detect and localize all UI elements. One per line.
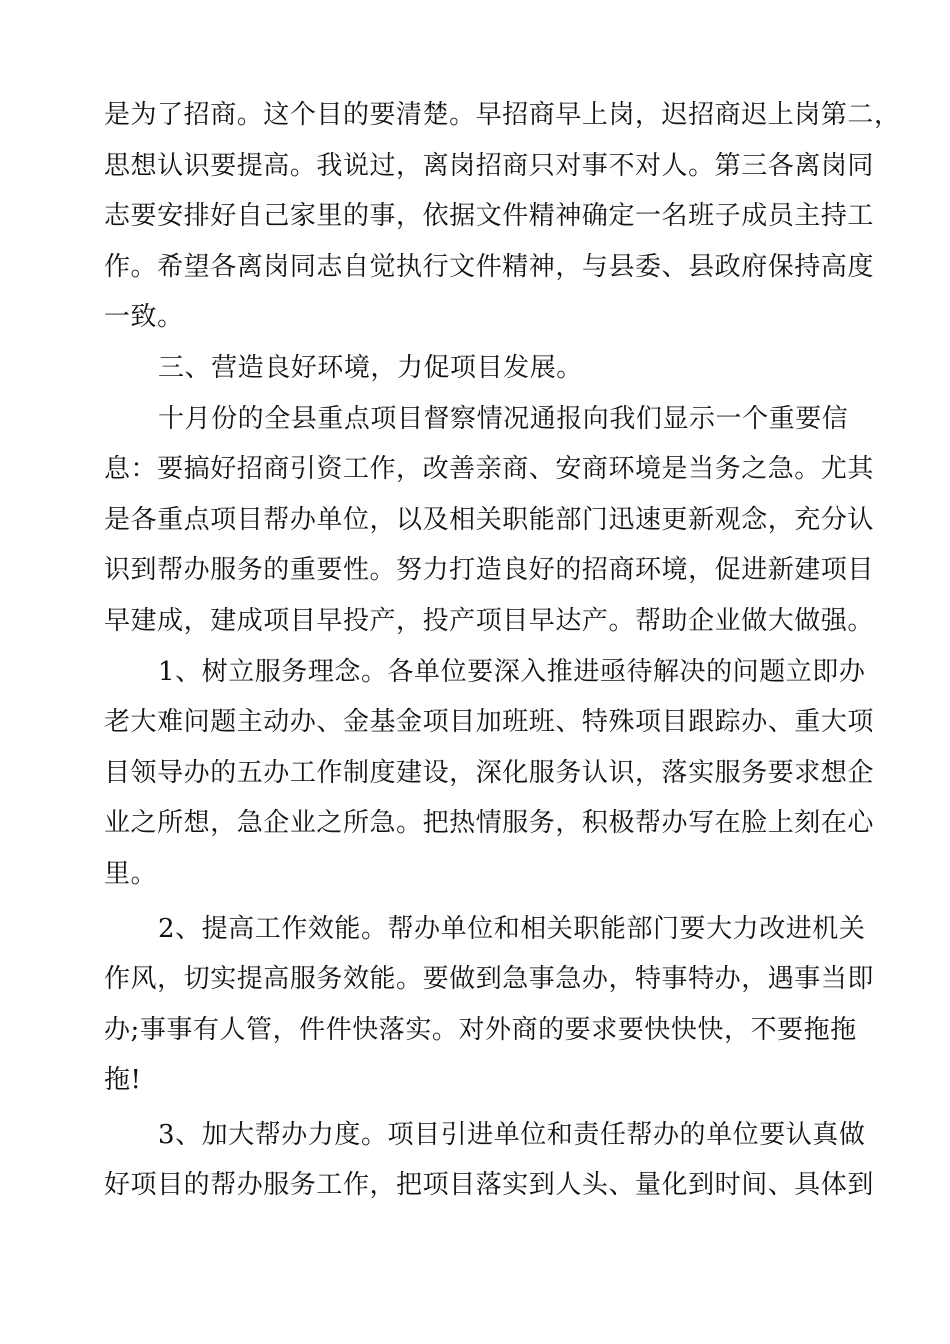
text-line: 3、加大帮办力度。项目引进单位和责任帮办的单位要认真做 — [158, 1119, 866, 1150]
text-line: 里。 — [104, 858, 158, 889]
text-line: 1、树立服务理念。各单位要深入推进亟待解决的问题立即办 — [158, 656, 866, 687]
text-line: 业之所想，急企业之所急。把热情服务，积极帮办写在脸上刻在心 — [104, 808, 874, 839]
text-line: 老大难问题主动办、金基金项目加班班、特殊项目跟踪办、重大项 — [104, 707, 874, 738]
document-body — [104, 90, 901, 1211]
section-heading: 三、营造良好环境，力促项目发展。 — [158, 352, 583, 383]
text-line: 办;事事有人管，件件快落实。对外商的要求要快快快，不要拖拖 — [104, 1014, 857, 1045]
text-line: 是各重点项目帮办单位，以及相关职能部门迅速更新观念，充分认 — [104, 504, 874, 535]
text-line: 息：要搞好招商引资工作，改善亲商、安商环境是当务之急。尤其 — [104, 454, 874, 485]
text-line: 是为了招商。这个目的要清楚。早招商早上岗，迟招商迟上岗第二， — [104, 100, 901, 130]
text-line: 志要安排好自己家里的事，依据文件精神确定一名班子成员主持工 — [104, 201, 874, 232]
text-line: 2、提高工作效能。帮办单位和相关职能部门要大力改进机关 — [158, 913, 866, 944]
text-line: 识到帮办服务的重要性。努力打造良好的招商环境，促进新建项目 — [104, 555, 874, 586]
text-line: 一致。 — [104, 302, 184, 333]
text-line: 好项目的帮办服务工作，把项目落实到人头、量化到时间、具体到 — [104, 1170, 874, 1201]
text-line: 早建成，建成项目早投产，投产项目早达产。帮助企业做大做强。 — [104, 605, 874, 636]
text-line: 十月份的全县重点项目督察情况通报向我们显示一个重要信 — [158, 403, 849, 434]
text-line: 拖! — [104, 1065, 142, 1096]
text-line: 作。希望各离岗同志自觉执行文件精神，与县委、县政府保持高度 — [104, 251, 874, 282]
text-line: 作风，切实提高服务效能。要做到急事急办，特事特办，遇事当即 — [104, 964, 874, 995]
text-line: 思想认识要提高。我说过，离岗招商只对事不对人。第三各离岗同 — [104, 150, 874, 181]
text-line: 目领导办的五办工作制度建设，深化服务认识，落实服务要求想企 — [104, 757, 874, 788]
